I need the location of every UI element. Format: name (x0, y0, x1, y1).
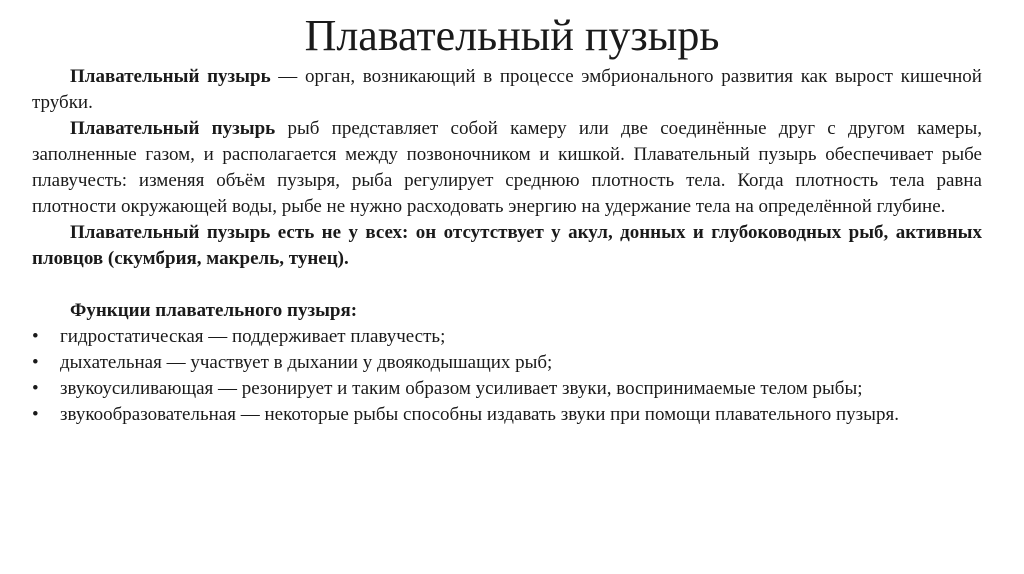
list-item (32, 376, 982, 402)
slide-content (32, 64, 982, 428)
paragraph-bold-lead: Плавательный пузырь (70, 118, 276, 139)
paragraph-bold-lead: Плавательный пузырь (70, 66, 271, 87)
list-item-text: звукообразовательная — некоторые рыбы способны издавать звуки при помощи плавательного пузыря. (60, 404, 899, 425)
list-item (32, 350, 982, 376)
list-item-text: звукоусиливающая — резонирует и таким образом усиливает звуки, воспринимаемые телом рыбы; (60, 378, 863, 399)
paragraph-text: рыб представляет собой камеру или две соединённые друг с другом камеры, заполненные газом, и располагается между позвоночником и кишкой. Плавательный пузырь обеспечивает рыбе плавучесть: изменяя объём пузыря, рыба регулирует среднюю плотность тела. Когда плотность тела равна плотности окружающей воды, рыбе не нужно расходовать энергию на удержание тела на определённой глубине. (32, 118, 982, 217)
paragraph-absence: Плавательный пузырь есть не у всех: он отсутствует у акул, донных и глубоководных рыб, активных пловцов (скумбрия, макрель, тунец). (32, 222, 982, 269)
bullet-icon: • (32, 326, 39, 347)
paragraph-structure (32, 116, 982, 220)
list-item (32, 402, 982, 428)
list-item-text: дыхательная — участвует в дыхании у двоякодышащих рыб; (60, 352, 553, 373)
list-item-text: гидростатическая — поддерживает плавучесть; (60, 326, 446, 347)
functions-list (32, 324, 982, 428)
paragraph-text: — орган, возникающий в процессе эмбрионального развития как вырост кишечной трубки. (32, 66, 982, 113)
page-title: Плавательный пузырь (304, 11, 720, 60)
paragraph-definition (32, 64, 982, 116)
bullet-icon: • (32, 404, 39, 425)
functions-heading: Функции плавательного пузыря: (70, 300, 358, 321)
spacer (32, 272, 982, 298)
bullet-icon: • (32, 352, 39, 373)
list-item (32, 324, 982, 350)
bullet-icon: • (32, 378, 39, 399)
